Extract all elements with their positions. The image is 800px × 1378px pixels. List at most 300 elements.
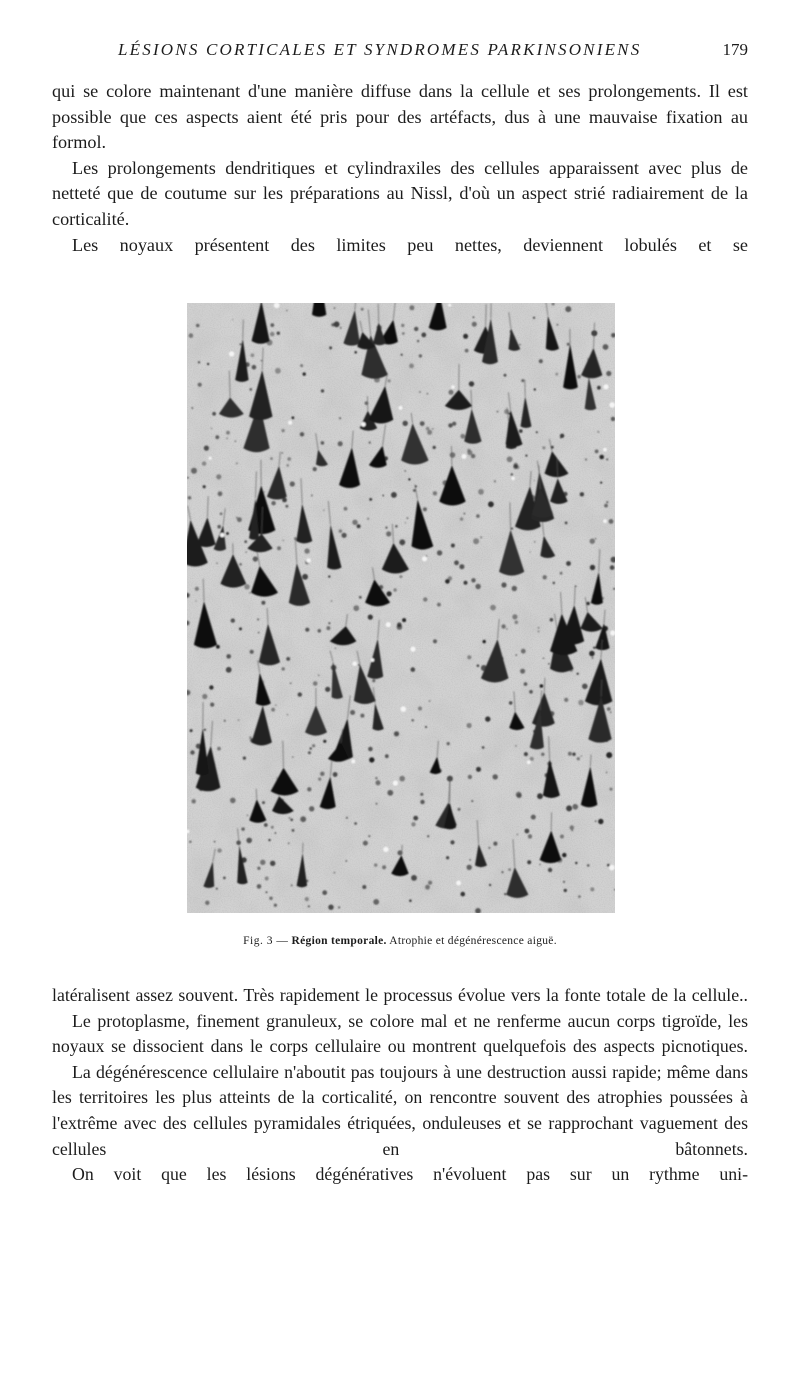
speckle xyxy=(290,682,292,684)
speckle xyxy=(555,373,558,376)
speckle xyxy=(433,639,437,643)
speckle xyxy=(240,343,242,345)
nucleus xyxy=(609,865,615,871)
speckle xyxy=(386,531,391,536)
speckle xyxy=(270,861,275,866)
speckle xyxy=(275,832,277,834)
speckle xyxy=(413,816,418,821)
speckle xyxy=(401,324,404,327)
speckle xyxy=(447,742,450,745)
speckle xyxy=(562,853,566,857)
speckle xyxy=(494,480,496,482)
speckle xyxy=(450,840,454,844)
speckle xyxy=(300,816,306,822)
speckle xyxy=(533,317,535,319)
speckle xyxy=(508,868,511,871)
speckle xyxy=(460,517,463,520)
speckle xyxy=(375,777,377,779)
speckle xyxy=(246,838,252,844)
speckle xyxy=(540,684,544,688)
nucleus xyxy=(386,622,391,627)
speckle xyxy=(216,563,217,564)
speckle xyxy=(250,650,254,654)
speckle xyxy=(334,872,336,874)
speckle xyxy=(298,692,302,696)
speckle xyxy=(471,578,475,582)
speckle xyxy=(501,871,503,873)
speckle xyxy=(553,582,556,585)
speckle xyxy=(367,518,369,520)
speckle xyxy=(249,592,250,593)
speckle xyxy=(597,386,601,390)
nucleus xyxy=(462,454,467,459)
speckle xyxy=(529,690,533,694)
speckle xyxy=(458,808,461,811)
speckle xyxy=(287,457,291,461)
speckle xyxy=(387,591,392,596)
speckle xyxy=(270,457,273,460)
speckle xyxy=(606,458,608,460)
speckle xyxy=(277,546,281,550)
speckle xyxy=(264,823,268,827)
nucleus xyxy=(422,556,427,561)
speckle xyxy=(571,829,573,831)
speckle xyxy=(427,430,432,435)
speckle xyxy=(340,327,342,329)
speckle xyxy=(564,698,568,702)
page-number: 179 xyxy=(722,40,748,59)
speckle xyxy=(271,501,275,505)
speckle xyxy=(411,822,415,826)
speckle xyxy=(271,826,274,829)
speckle xyxy=(230,798,236,804)
speckle xyxy=(408,478,410,480)
speckle xyxy=(226,654,231,659)
speckle xyxy=(493,774,498,779)
speckle xyxy=(270,332,275,337)
speckle xyxy=(286,464,289,467)
speckle xyxy=(321,389,324,392)
speckle xyxy=(482,746,485,749)
speckle xyxy=(325,687,330,692)
paragraph: On voit que les lésions dégénératives n'évoluent pas sur un rythme uni- xyxy=(72,1164,748,1185)
speckle xyxy=(428,881,432,885)
speckle xyxy=(606,371,611,376)
speckle xyxy=(585,458,587,460)
speckle xyxy=(226,532,229,535)
speckle xyxy=(216,888,218,890)
speckle xyxy=(560,572,563,575)
speckle xyxy=(354,351,357,354)
speckle xyxy=(302,574,308,580)
speckle xyxy=(432,428,434,430)
speckle xyxy=(604,504,608,508)
speckle xyxy=(595,538,596,539)
speckle xyxy=(345,860,347,862)
speckle xyxy=(519,429,523,433)
speckle xyxy=(195,587,199,591)
speckle xyxy=(368,835,370,837)
speckle xyxy=(426,555,428,557)
speckle xyxy=(328,905,333,910)
speckle xyxy=(211,428,212,429)
speckle xyxy=(311,495,312,496)
speckle xyxy=(539,864,541,866)
speckle xyxy=(427,393,428,394)
speckle xyxy=(600,482,602,484)
speckle xyxy=(189,333,194,338)
speckle xyxy=(339,417,341,419)
speckle xyxy=(515,745,517,747)
speckle xyxy=(409,899,412,902)
speckle xyxy=(446,856,449,859)
speckle xyxy=(524,752,528,756)
speckle xyxy=(360,714,364,718)
figure-label: Fig. 3 — xyxy=(243,935,289,947)
speckle xyxy=(397,624,403,630)
speckle xyxy=(426,427,430,431)
speckle xyxy=(501,624,505,628)
speckle xyxy=(459,564,464,569)
speckle xyxy=(472,322,477,327)
speckle xyxy=(599,455,604,460)
speckle xyxy=(329,346,332,349)
speckle xyxy=(207,363,209,365)
speckle xyxy=(352,520,357,525)
speckle xyxy=(418,707,422,711)
speckle xyxy=(587,864,590,867)
speckle xyxy=(286,310,287,311)
nucleus xyxy=(401,706,407,712)
nucleus xyxy=(306,558,311,563)
speckle xyxy=(313,467,317,471)
speckle xyxy=(473,538,479,544)
speckle xyxy=(251,353,255,357)
body-text-bottom xyxy=(52,983,748,1188)
speckle xyxy=(227,438,228,439)
speckle xyxy=(394,731,399,736)
paragraph: latéralisent assez souvent. Très rapidement le processus évolue vers la fonte totale de la cellule.. xyxy=(52,985,748,1005)
speckle xyxy=(304,548,309,553)
speckle xyxy=(258,632,260,634)
speckle xyxy=(373,899,379,905)
speckle xyxy=(592,657,594,659)
speckle xyxy=(606,752,612,758)
speckle xyxy=(376,780,381,785)
speckle xyxy=(420,793,423,796)
speckle xyxy=(425,726,427,728)
speckle xyxy=(610,565,615,570)
nucleus xyxy=(603,384,608,389)
speckle xyxy=(590,565,595,570)
speckle xyxy=(606,501,608,503)
speckle xyxy=(565,306,571,312)
speckle xyxy=(548,663,550,665)
speckle xyxy=(399,539,405,545)
speckle xyxy=(575,862,577,864)
speckle xyxy=(485,716,490,721)
speckle xyxy=(433,491,437,495)
speckle xyxy=(209,685,213,689)
speckle xyxy=(216,645,220,649)
speckle xyxy=(577,375,581,379)
speckle xyxy=(467,723,472,728)
speckle xyxy=(270,323,274,327)
figure-description: Atrophie et dégénérescence aiguë. xyxy=(389,935,557,947)
speckle xyxy=(578,700,584,706)
speckle xyxy=(245,551,247,553)
speckle xyxy=(359,596,362,599)
speckle xyxy=(318,629,322,633)
speckle xyxy=(326,626,330,630)
speckle xyxy=(423,507,427,511)
speckle xyxy=(328,575,330,577)
speckle xyxy=(262,801,265,804)
speckle xyxy=(354,822,357,825)
speckle xyxy=(281,429,284,432)
speckle xyxy=(191,407,193,409)
speckle xyxy=(305,897,309,901)
speckle xyxy=(391,492,397,498)
speckle xyxy=(264,491,265,492)
speckle xyxy=(417,340,420,343)
speckle xyxy=(257,618,259,620)
speckle xyxy=(534,388,536,390)
speckle xyxy=(232,319,233,320)
speckle xyxy=(469,859,471,861)
nucleus xyxy=(609,402,615,408)
speckle xyxy=(189,841,191,843)
speckle xyxy=(203,485,206,488)
speckle xyxy=(560,437,562,439)
running-header xyxy=(52,40,752,64)
speckle xyxy=(534,480,535,481)
speckle xyxy=(427,835,429,837)
nucleus xyxy=(527,760,531,764)
speckle xyxy=(202,694,207,699)
speckle xyxy=(452,422,456,426)
nucleus xyxy=(288,421,292,425)
speckle xyxy=(501,582,506,587)
speckle xyxy=(202,461,206,465)
speckle xyxy=(192,799,196,803)
speckle xyxy=(570,825,574,829)
speckle xyxy=(257,867,260,870)
speckle xyxy=(385,527,387,529)
nucleus xyxy=(603,519,607,523)
speckle xyxy=(420,800,424,804)
speckle xyxy=(490,605,496,611)
nucleus xyxy=(361,422,366,427)
speckle xyxy=(543,575,547,579)
speckle xyxy=(388,379,391,382)
speckle xyxy=(511,528,513,530)
speckle xyxy=(411,719,414,722)
speckle xyxy=(313,681,318,686)
speckle xyxy=(530,757,534,761)
speckle xyxy=(260,860,265,865)
speckle xyxy=(454,560,459,565)
speckle xyxy=(217,848,221,852)
speckle xyxy=(517,793,522,798)
speckle xyxy=(238,719,239,720)
speckle xyxy=(226,431,230,435)
speckle xyxy=(566,805,572,811)
speckle xyxy=(414,327,418,331)
body-text-top xyxy=(52,79,748,258)
speckle xyxy=(212,412,216,416)
speckle xyxy=(607,864,610,867)
speckle xyxy=(235,441,236,442)
speckle xyxy=(210,703,214,707)
speckle xyxy=(538,631,540,633)
speckle xyxy=(511,473,514,476)
speckle xyxy=(218,491,223,496)
speckle xyxy=(590,887,594,891)
speckle xyxy=(309,747,312,750)
figure-caption xyxy=(120,935,680,947)
dendrite xyxy=(243,320,244,339)
speckle xyxy=(520,669,525,674)
speckle xyxy=(204,446,209,451)
speckle xyxy=(312,744,315,747)
speckle xyxy=(603,344,609,350)
dendrite xyxy=(544,678,545,692)
speckle xyxy=(448,576,452,580)
speckle xyxy=(220,512,223,515)
speckle xyxy=(512,614,517,619)
speckle xyxy=(290,818,293,821)
speckle xyxy=(564,889,567,892)
speckle xyxy=(521,649,526,654)
speckle xyxy=(572,753,575,756)
speckle xyxy=(581,755,582,756)
speckle xyxy=(610,712,612,714)
speckle xyxy=(402,618,406,622)
nucleus xyxy=(451,385,455,389)
speckle xyxy=(590,539,595,544)
speckle xyxy=(469,381,474,386)
speckle xyxy=(205,901,209,905)
speckle xyxy=(405,470,406,471)
speckle xyxy=(247,815,249,817)
speckle xyxy=(538,627,540,629)
speckle xyxy=(477,664,480,667)
speckle xyxy=(288,843,290,845)
speckle xyxy=(489,884,491,886)
speckle xyxy=(266,891,268,893)
paragraph: Le protoplasme, finement granuleux, se colore mal et ne renferme aucun corps tigroïde, les noyaux se dissocient dans le corps cellulaire ou montrent quelquefois des aspects picnotiques. xyxy=(52,1010,748,1057)
speckle xyxy=(468,775,472,779)
speckle xyxy=(261,601,265,605)
speckle xyxy=(476,514,480,518)
speckle xyxy=(411,667,416,672)
speckle xyxy=(506,628,508,630)
speckle xyxy=(419,391,421,393)
nucleus xyxy=(352,661,357,666)
speckle xyxy=(271,708,275,712)
speckle xyxy=(524,682,528,686)
speckle xyxy=(346,817,348,819)
speckle xyxy=(309,806,314,811)
speckle xyxy=(344,507,348,511)
speckle xyxy=(291,884,293,886)
speckle xyxy=(196,324,200,328)
nucleus xyxy=(220,533,224,537)
speckle xyxy=(411,875,417,881)
nucleus xyxy=(399,406,403,410)
dendrite xyxy=(510,502,511,529)
speckle xyxy=(574,804,575,805)
speckle xyxy=(467,449,470,452)
micrograph-image xyxy=(187,303,615,913)
speckle xyxy=(598,819,603,824)
nucleus xyxy=(229,351,234,356)
speckle xyxy=(333,772,338,777)
speckle xyxy=(471,454,475,458)
speckle xyxy=(369,498,372,501)
dendrite xyxy=(557,458,558,478)
speckle xyxy=(376,803,378,805)
speckle xyxy=(504,893,506,895)
speckle xyxy=(460,434,465,439)
speckle xyxy=(573,804,579,810)
speckle xyxy=(607,707,611,711)
speckle xyxy=(300,364,303,367)
speckle xyxy=(283,540,284,541)
speckle xyxy=(421,333,426,338)
speckle xyxy=(350,710,355,715)
speckle xyxy=(300,432,304,436)
speckle xyxy=(322,890,327,895)
speckle xyxy=(478,489,484,495)
speckle xyxy=(393,588,396,591)
speckle xyxy=(239,627,242,630)
speckle xyxy=(368,615,373,620)
speckle xyxy=(290,481,295,486)
speckle xyxy=(525,455,527,457)
speckle xyxy=(565,522,568,525)
speckle xyxy=(292,416,295,419)
speckle xyxy=(374,863,377,866)
speckle xyxy=(369,757,374,762)
speckle xyxy=(335,648,337,650)
speckle xyxy=(450,452,456,458)
speckle xyxy=(515,621,519,625)
speckle xyxy=(525,829,530,834)
speckle xyxy=(548,868,552,872)
pyramidal-cell xyxy=(312,303,326,317)
speckle xyxy=(461,892,466,897)
speckle xyxy=(542,446,545,449)
speckle xyxy=(521,379,524,382)
speckle xyxy=(303,372,306,375)
speckle xyxy=(537,793,543,799)
speckle xyxy=(609,519,614,524)
paragraph: qui se colore maintenant d'une manière diffuse dans la cellule et ses prolongements. Il est possible que ces aspects aient été pris pour des artéfacts, dus à une mauvaise fixation au formol. xyxy=(52,81,748,153)
speckle xyxy=(595,450,599,454)
speckle xyxy=(361,308,364,311)
nucleus xyxy=(371,658,374,661)
speckle xyxy=(198,383,202,387)
speckle xyxy=(593,646,596,649)
speckle xyxy=(483,640,486,643)
speckle xyxy=(395,525,398,528)
speckle xyxy=(214,841,216,843)
speckle xyxy=(363,841,368,846)
speckle xyxy=(401,354,403,356)
speckle xyxy=(543,658,544,659)
